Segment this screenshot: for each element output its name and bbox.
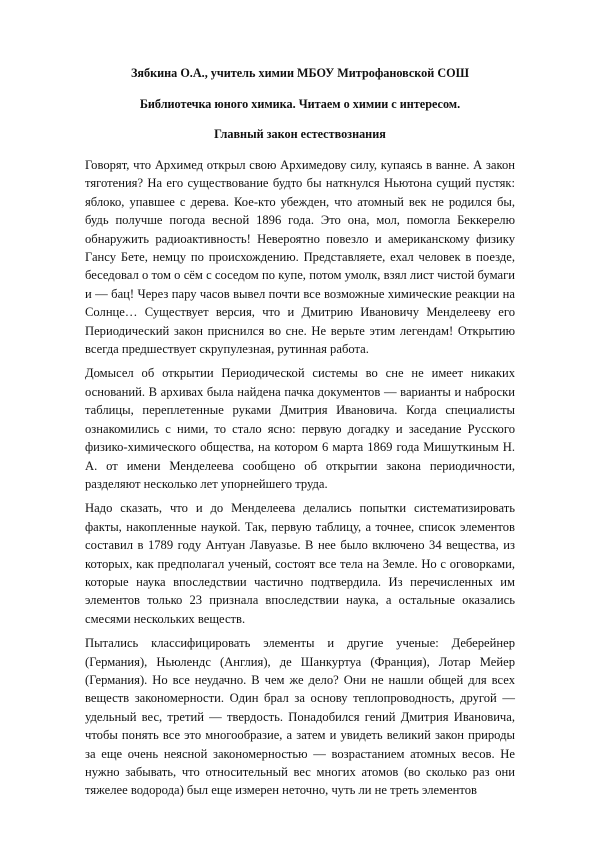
article-title: Главный закон естествознания [214, 127, 386, 141]
series-title: Библиотечка юного химика. Читаем о химии с интересом. [139, 97, 461, 111]
paragraph-2: Домысел об открытии Периодической системы во сне не имеет никаких оснований. В архивах была найдена пачка документов — варианты и наброски таблицы, переплетенные руками Дмитрия Ивановича. Когда специалисты ознакомились с ними, то стало ясно: первую догадку и заседание Русского физико-химического общества, на котором 6 марта 1869 года Мишуткиным Н. А. от имени Менделеева сообщено об открытии закона периодичности, разделяют несколько лет упорнейшего труда. [85, 366, 515, 491]
paragraph-4: Пытались классифицировать элементы и другие ученые: Деберейнер (Германия), Ньюлендс (Англия), де Шанкуртуа (Франция), Лотар Мейер (Германия). Но все неудачно. В чем же дело? Они не нашли общей для всех веществ закономерности. Один брал за основу теплопроводность, другой — удельный вес, третий — твердость. Понадобился гений Дмитрия Ивановича, чтобы понять все это многообразие, а затем и увидеть великий закон природы за еще очень неясной закономерностью — возрастанием атомных весов. Не нужно забывать, что относительный вес многих атомов (во сколько раз они тяжелее водорода) был еще измерен неточно, чуть ли не треть элементов [85, 636, 515, 798]
author-line: Зябкина О.А., учитель химии МБОУ Митрофановской СОШ [131, 66, 469, 80]
paragraph-3: Надо сказать, что и до Менделеева делались попытки систематизировать факты, накопленные наукой. Так, первую таблицу, а точнее, список элементов составил в 1789 году Антуан Лавуазье. В нее было включено 34 вещества, из которых, как предполагал ученый, состоят все тела на Земле. Но с оговорками, которые наука впоследствии частично подтвердила. Из перечисленных им элементов только 23 признала впоследствии наука, а остальные оказались смесями нескольких веществ. [85, 501, 515, 626]
paragraph-1: Говорят, что Архимед открыл свою Архимедову силу, купаясь в ванне. А закон тяготения? На его существование будто бы наткнулся Ньютона сущий пустяк: яблоко, упавшее с дерева. Кое-кто убежден, что атомный век не родился бы, будь получше погода весной 1896 года. Это она, мол, помогла Беккерелю обнаружить радиоактивность! Невероятно повезло и американскому физику Гансу Бете, немцу по происхождению. Представляете, ехал человек в поезде, беседовал о том о сём с соседом по купе, потом умолк, взял лист чистой бумаги и — бац! Через пару часов вывел почти все возможные химические реакции на Солнце… Существует версия, что и Дмитрию Ивановичу Менделееву его Периодический закон приснился во сне. Не верьте этим легендам! Открытию всегда предшествует скрупулезная, рутинная работа. [85, 158, 515, 357]
